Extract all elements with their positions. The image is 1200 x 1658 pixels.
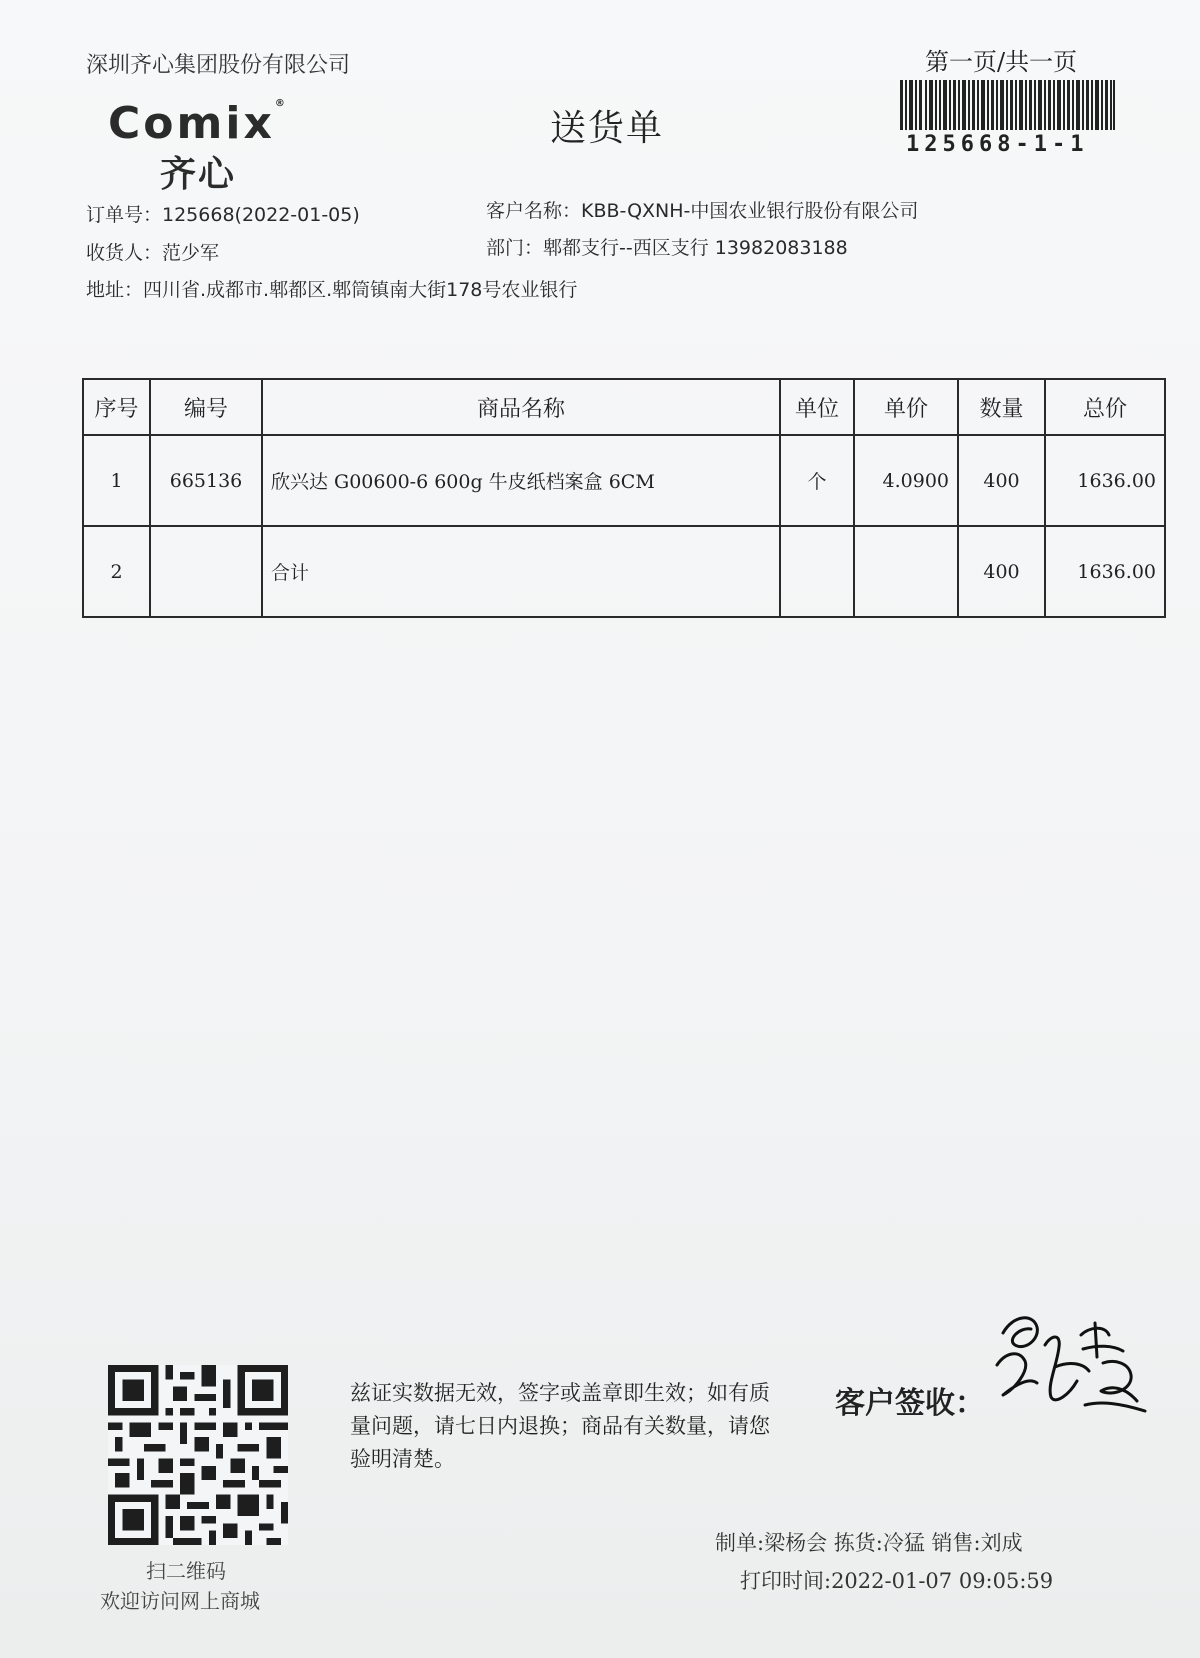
cell-quantity: 400 xyxy=(958,526,1045,617)
recipient: 收货人：范少军 xyxy=(86,242,220,264)
table-row xyxy=(83,526,1165,617)
cell-total: 1636.00 xyxy=(1045,435,1165,526)
page-indicator: 第一页/共一页 xyxy=(925,48,1078,76)
table-header-row xyxy=(83,379,1165,435)
qixin-logo: 齐心 xyxy=(160,154,237,195)
address: 地址：四川省.成都市.郫都区.郫筒镇南大街178号农业银行 xyxy=(86,279,578,301)
cell-unit-price: 4.0900 xyxy=(854,435,958,526)
cell-code: 665136 xyxy=(150,435,262,526)
header-total: 总价 xyxy=(1045,379,1165,435)
signature-image xyxy=(985,1305,1155,1425)
cell-unit: 个 xyxy=(780,435,854,526)
cell-product-name: 合计 xyxy=(262,526,780,617)
qr-caption-visit: 欢迎访问网上商城 xyxy=(100,1589,260,1613)
header-code: 编号 xyxy=(150,379,262,435)
header-quantity: 数量 xyxy=(958,379,1045,435)
document-title: 送货单 xyxy=(550,108,665,149)
header-seq: 序号 xyxy=(83,379,150,435)
items-table xyxy=(82,378,1166,618)
cell-quantity: 400 xyxy=(958,435,1045,526)
cell-code xyxy=(150,526,262,617)
customer-name: 客户名称：KBB-QXNH-中国农业银行股份有限公司 xyxy=(486,200,919,222)
barcode-icon xyxy=(900,80,1115,130)
customer-signature-label: 客户签收： xyxy=(835,1386,985,1421)
cell-unit xyxy=(780,526,854,617)
header-unit: 单位 xyxy=(780,379,854,435)
notice-text: 兹证实数据无效，签字或盖章即生效；如有质量问题，请七日内退换；商品有关数量，请您验明清楚。 xyxy=(350,1381,770,1471)
header-unit-price: 单价 xyxy=(854,379,958,435)
barcode-number: 125668-1-1 xyxy=(906,132,1089,157)
table-row xyxy=(83,435,1165,526)
cell-total: 1636.00 xyxy=(1045,526,1165,617)
staff-info: 制单:梁杨会 拣货:冷猛 销售:刘成 xyxy=(715,1531,1023,1555)
cell-seq: 1 xyxy=(83,435,150,526)
comix-logo: Comix® xyxy=(108,98,288,149)
header-product-name: 商品名称 xyxy=(262,379,780,435)
cell-seq: 2 xyxy=(83,526,150,617)
cell-unit-price xyxy=(854,526,958,617)
department: 部门：郫都支行--西区支行 13982083188 xyxy=(486,237,848,259)
company-name: 深圳齐心集团股份有限公司 xyxy=(86,53,351,78)
print-time: 打印时间:2022-01-07 09:05:59 xyxy=(740,1569,1054,1593)
qr-code-icon xyxy=(108,1365,288,1545)
order-number: 订单号：125668(2022-01-05) xyxy=(86,204,360,226)
qr-caption-scan: 扫二维码 xyxy=(146,1559,226,1583)
cell-product-name: 欣兴达 G00600-6 600g 牛皮纸档案盒 6CM xyxy=(262,435,780,526)
